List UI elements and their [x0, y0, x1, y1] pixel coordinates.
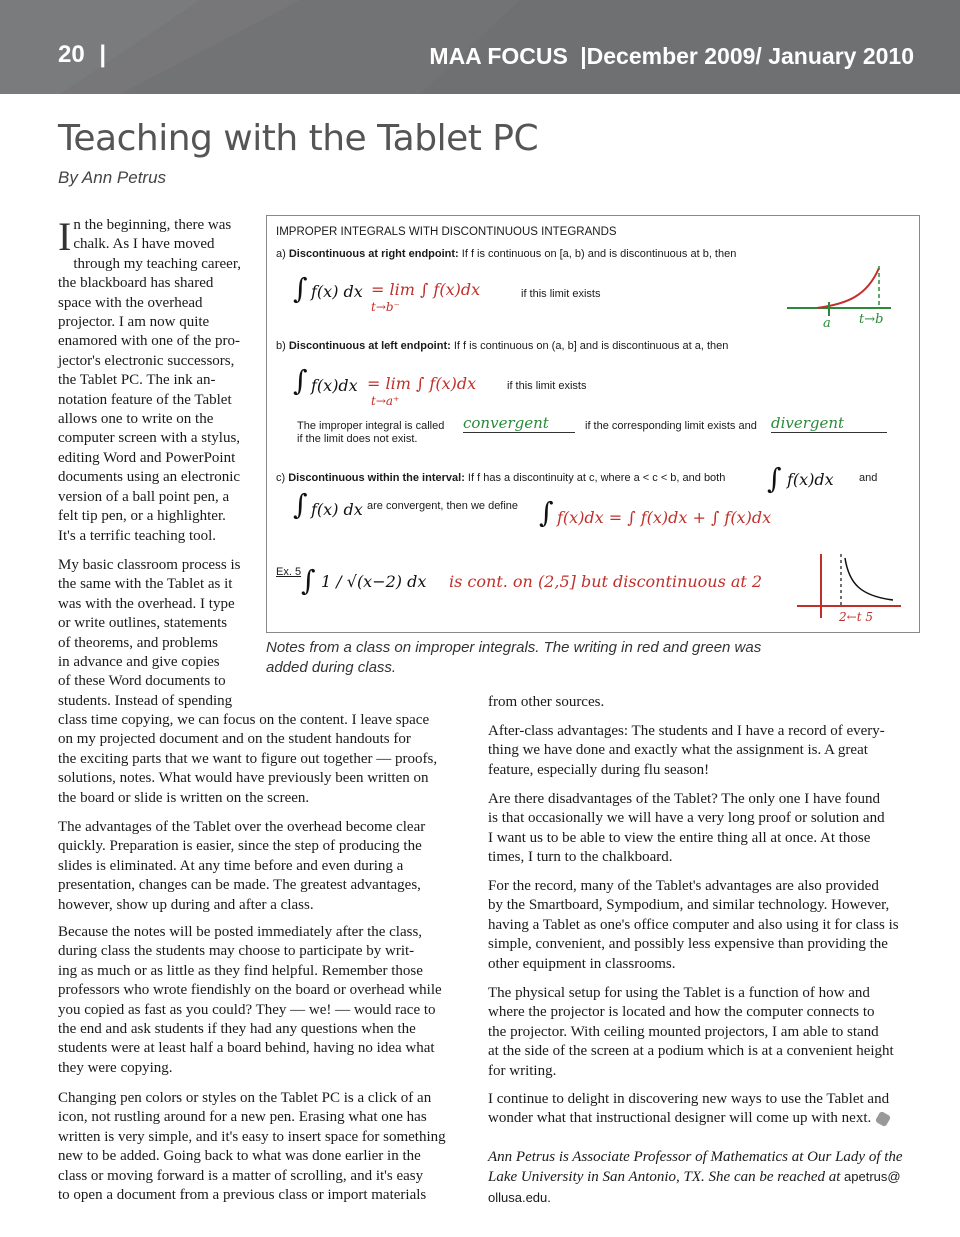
- text-line: documents using an electronic: [58, 469, 241, 486]
- intro-paragraph: [58, 216, 262, 546]
- text-line: icon, not rustling around for a new pen. Erasing what one has: [58, 1109, 427, 1126]
- figure-heading: IMPROPER INTEGRALS WITH DISCONTINUOUS INTEGRANDS: [276, 226, 617, 238]
- paragraph-notes-posted: [58, 923, 478, 1078]
- text-line: ing as much or as little as they find helpful. Remember those: [58, 962, 423, 979]
- paragraph-after-class: [488, 722, 928, 780]
- text-line: the blackboard has shared: [58, 275, 214, 292]
- author-email[interactable]: apetrus@: [840, 1169, 901, 1185]
- text-line: The advantages of the Tablet over the overhead become clear: [58, 819, 426, 835]
- text-line: the Tablet PC. The ink an-: [58, 372, 216, 389]
- page-header: [0, 0, 960, 94]
- author-email-domain[interactable]: ollusa.edu.: [488, 1189, 551, 1205]
- article-byline: By Ann Petrus: [58, 168, 167, 187]
- text-line: having a Tablet as one's office computer and also using it for class is: [488, 916, 899, 933]
- text-line: of theorems, and problems: [58, 634, 218, 651]
- text-line: during class the students may choose to participate by writ-: [58, 943, 415, 960]
- text-line: simple, convenient, and possibly less expensive than providing the: [488, 936, 888, 953]
- text-line: wonder what that instructional designer will come up with next.: [488, 1109, 928, 1128]
- text-line: was with the overhead. I type: [58, 595, 235, 612]
- section-b: b) Discontinuous at left endpoint: If f is continuous on (a, b] and is discontinuous at a, then: [276, 340, 729, 352]
- text-line: times, I turn to the chalkboard.: [488, 849, 673, 866]
- text-line: quickly. Preparation is easier, since the step of producing the: [58, 838, 422, 855]
- text-line: through my teaching career,: [73, 255, 241, 272]
- text-line: other equipment in classrooms.: [488, 955, 676, 972]
- figure-caption: Notes from a class on improper integrals. The writing in red and green was added during class.: [266, 639, 762, 676]
- paragraph-disadvantages: [488, 790, 928, 868]
- process-lines: [58, 556, 262, 711]
- text-line: or write outlines, statements: [58, 615, 228, 632]
- text-line: by the Smartboard, Sympodium, and similar technology. However,: [488, 897, 890, 914]
- drop-cap: I: [58, 214, 72, 259]
- intro-lines: [58, 216, 262, 546]
- text-line: they were copying.: [58, 1059, 173, 1076]
- text-line: For the record, many of the Tablet's advantages are also provided: [488, 878, 879, 894]
- text-line: thing we have done and exactly what the assignment is. A great: [488, 742, 868, 759]
- text-line: jector's electronic successors,: [58, 352, 235, 369]
- figure-improper-integrals: IMPROPER INTEGRALS WITH DISCONTINUOUS INTEGRANDS a) Discontinuous at right endpoint: If f is continuous on [a, b) and is discontinuous at b, then ∫ f(x) dx = lim ∫ f(x)dx t→b⁻ if this limit exists a t→b b) Discontinuous at left endpoint: If f is continuous on (a, b] and is discontinuous at a, then ∫ f(x)dx = lim ∫ f(x)dx t→a⁺ if this limit exists The improper integral is called convergent if the corresponding limit exists and divergent if the limit does not exist. c) Discontinuous within the interval: If f has a discontinuity at c, where a < c < b, and both ∫ f(x)dx and ∫ f(x) dx are convergent, then we define ∫ f(x)dx = ∫ f(x)dx + ∫ f(x)dx Ex. 5 ∫ 1 / √(x−2) dx is cont. on (2,5] but discontinuous at 2 2←t 5: [266, 215, 920, 633]
- text-line: however, show up during and after a class.: [58, 896, 314, 913]
- text-line: new to be added. Going back to what was done earlier in the: [58, 1148, 421, 1165]
- text-line: at the side of the screen at a podium which is at a convenient height: [488, 1043, 894, 1060]
- text-line: I continue to delight in discovering new ways to use the Tablet and: [488, 1091, 890, 1107]
- text-line: written is very simple, and it's easy to insert space for something: [58, 1128, 446, 1145]
- text-line: students were at least half a board behind, having no idea what: [58, 1040, 435, 1057]
- paragraph-physical-setup: [488, 984, 928, 1081]
- text-line: in advance and give copies: [58, 654, 220, 671]
- issue-date: |December 2009/ January 2010: [580, 43, 914, 69]
- text-line: the board or slide is written on the screen.: [58, 789, 310, 806]
- called-convergent-text: The improper integral is called: [297, 420, 445, 432]
- handwriting-divergent: divergent: [771, 414, 887, 433]
- text-line: to open a document from a previous class or import materials: [58, 1187, 427, 1204]
- section-c: c) Discontinuous within the interval: If f has a discontinuity at c, where a < c < b, and both: [276, 472, 726, 484]
- integral-a-printed: ∫: [293, 272, 308, 305]
- text-line: the same with the Tablet as it: [58, 576, 233, 593]
- text-line: projector. I am now quite: [58, 314, 210, 331]
- text-line: class time copying, we can focus on the content. I leave space: [58, 712, 430, 728]
- text-line: Ann Petrus is Associate Professor of Mathematics at Our Lady of the: [488, 1149, 903, 1165]
- text-line: class or moving forward is a matter of scrolling, and it's easy: [58, 1167, 424, 1184]
- text-line: solutions, notes. What would have previously been written on: [58, 770, 429, 787]
- text-line: slides is eliminated. At any time before and even during a: [58, 857, 404, 874]
- text-line: on my projected document and on the student handouts for: [58, 731, 411, 748]
- text-line: for writing.: [488, 1062, 557, 1079]
- text-line: where the projector is located and how the computer connects to: [488, 1004, 875, 1021]
- text-line: Lake University in San Antonio, TX. She can be reached at apetrus@: [488, 1169, 901, 1186]
- handwriting-a-limit: = lim ∫ f(x)dx: [371, 280, 481, 299]
- note-a-limit-exists: if this limit exists: [521, 288, 601, 300]
- handwriting-b-limit: = lim ∫ f(x)dx: [367, 374, 477, 393]
- publication-name: MAA FOCUS: [429, 43, 568, 69]
- paragraph-process-cont: [58, 711, 478, 808]
- paragraph-other-sources: [488, 693, 928, 712]
- text-line: professors who wrote fiendishly on the board or overhead while: [58, 982, 442, 999]
- section-a: a) Discontinuous at right endpoint: If f is continuous on [a, b) and is discontinuous at b, then: [276, 248, 737, 260]
- text-line: version of a ball point pen, a: [58, 488, 230, 505]
- text-line: Because the notes will be posted immediately after the class,: [58, 924, 423, 940]
- text-line: enamored with one of the pro-: [58, 333, 241, 350]
- text-line: It's a terrific teaching tool.: [58, 527, 217, 544]
- text-line: I want us to be able to view the entire thing all at once. At those: [488, 829, 871, 846]
- text-line: students. Instead of spending: [58, 692, 233, 709]
- handwriting-convergent: convergent: [463, 414, 575, 433]
- example-label: Ex. 5: [276, 566, 302, 578]
- page-number: 20: [58, 41, 85, 68]
- paragraph-pen-colors: [58, 1089, 478, 1205]
- text-line: After-class advantages: The students and I have a record of every-: [488, 723, 885, 739]
- header-separator: |: [99, 41, 107, 68]
- author-bio: [488, 1148, 928, 1208]
- text-line: Changing pen colors or styles on the Tablet PC is a click of an: [58, 1090, 432, 1106]
- text-line: presentation, changes can be made. The greatest advantages,: [58, 877, 421, 894]
- handwriting-c-definition: f(x)dx = ∫ f(x)dx + ∫ f(x)dx: [557, 508, 772, 527]
- paragraph-delight: [488, 1090, 928, 1129]
- text-line: the end and ask students if they had any questions when the: [58, 1021, 416, 1038]
- text-line: the projector. With ceiling mounted projectors, I am able to stand: [488, 1023, 879, 1040]
- text-line: chalk. As I have moved: [73, 236, 215, 253]
- text-line: from other sources.: [488, 694, 605, 710]
- article-title: Teaching with the Tablet PC: [58, 118, 539, 159]
- text-line: Are there disadvantages of the Tablet? The only one I have found: [488, 791, 881, 807]
- text-line: notation feature of the Tablet: [58, 391, 232, 408]
- end-mark-icon: [875, 1111, 891, 1127]
- text-line: of these Word documents to: [58, 673, 226, 690]
- text-line: n the beginning, there was: [73, 217, 232, 233]
- text-line: felt tip pen, or a highlighter.: [58, 508, 226, 525]
- text-line: you copied as fast as you could? They — we! — would race to: [58, 1001, 436, 1018]
- handwriting-example-note: is cont. on (2,5] but discontinuous at 2: [449, 572, 763, 591]
- text-line: The physical setup for using the Tablet is a function of how and: [488, 985, 870, 1001]
- text-line: editing Word and PowerPoint: [58, 449, 236, 466]
- text-line: feature, especially during flu season!: [488, 761, 710, 778]
- text-line: My basic classroom process is: [58, 557, 241, 573]
- text-line: is that occasionally we will have a very long proof or solution and: [488, 810, 885, 827]
- paragraph-record: [488, 877, 928, 974]
- paragraph-process: [58, 556, 262, 711]
- text-line: computer screen with a stylus,: [58, 430, 241, 447]
- note-b-limit-exists: if this limit exists: [507, 380, 587, 392]
- text-line: allows one to write on the: [58, 411, 214, 428]
- paragraph-advantages: [58, 818, 478, 915]
- text-line: space with the overhead: [58, 294, 203, 311]
- text-line: the exciting parts that we want to figure out together — proofs,: [58, 750, 438, 767]
